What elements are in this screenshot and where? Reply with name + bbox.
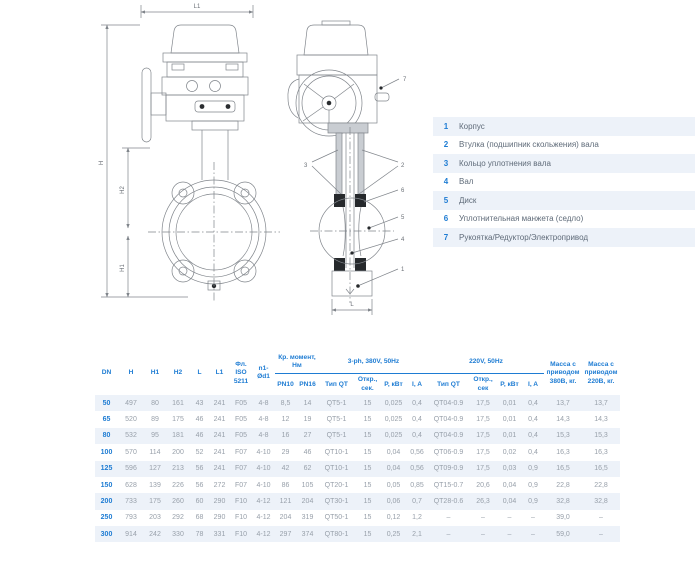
- col-pn16: PN16: [299, 380, 316, 388]
- value-cell: 0,04: [502, 497, 517, 505]
- table-row: [95, 477, 620, 493]
- value-cell: 15: [363, 448, 372, 456]
- value-cell: QT5-1: [326, 432, 347, 440]
- value-cell: F10: [234, 530, 248, 538]
- value-cell: 15,3: [594, 432, 608, 440]
- value-cell: 4-10: [256, 465, 271, 473]
- section-callout-7: 7: [403, 77, 407, 83]
- value-cell: 56: [195, 481, 204, 489]
- value-cell: 39,0: [556, 514, 570, 522]
- value-cell: 32,8: [556, 497, 570, 505]
- legend-item-label: Диск: [459, 195, 477, 205]
- value-cell: –: [481, 530, 485, 538]
- dn-cell: 50: [102, 399, 111, 407]
- value-cell: 290: [213, 497, 226, 505]
- value-cell: 241: [213, 465, 226, 473]
- legend-item-number: 1: [443, 121, 449, 131]
- value-cell: 4-8: [258, 416, 269, 424]
- section-dim-l-label: L: [350, 302, 354, 308]
- value-cell: 4-10: [256, 481, 271, 489]
- value-cell: QT10-1: [324, 448, 349, 456]
- value-cell: 16,3: [556, 448, 570, 456]
- value-cell: 16: [281, 432, 290, 440]
- value-cell: 0,4: [528, 448, 538, 456]
- dn-cell: 200: [100, 497, 113, 505]
- value-cell: 52: [195, 448, 204, 456]
- value-cell: 0,4: [412, 399, 422, 407]
- value-cell: 0,4: [412, 416, 422, 424]
- value-cell: 14,3: [594, 416, 608, 424]
- legend-item-label: Рукоятка/Редуктор/Электропривод: [459, 232, 589, 242]
- legend-item: [433, 210, 695, 229]
- value-cell: 121: [279, 497, 292, 505]
- value-cell: 15: [363, 514, 372, 522]
- value-cell: 260: [172, 497, 184, 505]
- value-cell: –: [481, 514, 485, 522]
- col-p-kwt-220: P, кВт: [500, 380, 519, 388]
- legend-item: [433, 136, 695, 155]
- value-cell: 12: [281, 416, 290, 424]
- legend-item-label: Уплотнительная манжета (седло): [459, 214, 584, 224]
- value-cell: 68: [195, 514, 204, 522]
- value-cell: QT15-0.7: [433, 481, 464, 489]
- value-cell: 15: [363, 432, 372, 440]
- legend-item-number: 3: [443, 158, 449, 168]
- value-cell: 0,04: [502, 481, 517, 489]
- value-cell: 4-10: [256, 448, 271, 456]
- value-cell: 17,5: [476, 399, 490, 407]
- legend-item-number: 6: [443, 214, 449, 224]
- value-cell: 0,04: [386, 448, 401, 456]
- value-cell: 0,12: [386, 514, 401, 522]
- value-cell: 204: [301, 497, 314, 505]
- value-cell: 570: [125, 448, 137, 456]
- value-cell: 0,01: [502, 399, 517, 407]
- value-cell: F07: [234, 481, 248, 489]
- spec-table: [95, 352, 620, 542]
- value-cell: 0,85: [410, 481, 424, 489]
- dn-cell: 150: [100, 481, 113, 489]
- value-cell: 0,9: [528, 497, 538, 505]
- legend-item-label: Втулка (подшипник скольжения) вала: [459, 140, 599, 150]
- value-cell: 62: [303, 465, 312, 473]
- value-cell: QT09-0.9: [433, 465, 464, 473]
- dn-cell: 250: [100, 514, 113, 522]
- value-cell: 16,5: [556, 465, 570, 473]
- section-view-drawing: [272, 0, 450, 330]
- value-cell: QT04-0.9: [433, 416, 464, 424]
- spec-table-body: [95, 395, 620, 543]
- value-cell: 22,8: [594, 481, 608, 489]
- value-cell: 241: [213, 416, 226, 424]
- value-cell: 0,56: [410, 448, 424, 456]
- value-cell: 0,4: [528, 432, 538, 440]
- dn-cell: 80: [102, 432, 111, 440]
- value-cell: 16,3: [594, 448, 608, 456]
- value-cell: 19: [303, 416, 312, 424]
- value-cell: 213: [172, 465, 184, 473]
- legend-item-label: Вал: [459, 177, 474, 187]
- front-view-drawing: [88, 0, 298, 325]
- value-cell: F07: [234, 448, 248, 456]
- col-h1: H1: [150, 369, 160, 377]
- value-cell: F05: [234, 416, 248, 424]
- value-cell: 80: [151, 399, 159, 407]
- value-cell: 29: [281, 448, 290, 456]
- value-cell: QT5-1: [326, 416, 347, 424]
- value-cell: 175: [149, 497, 161, 505]
- value-cell: 0,025: [384, 399, 403, 407]
- value-cell: 0,7: [412, 497, 422, 505]
- value-cell: 297: [279, 530, 292, 538]
- value-cell: F10: [234, 514, 248, 522]
- value-cell: F07: [234, 465, 248, 473]
- value-cell: 0,06: [386, 497, 401, 505]
- value-cell: 520: [125, 416, 137, 424]
- spec-table-container: [95, 352, 620, 542]
- value-cell: 628: [125, 481, 137, 489]
- value-cell: –: [531, 530, 535, 538]
- value-cell: 42: [281, 465, 290, 473]
- value-cell: 241: [213, 399, 226, 407]
- value-cell: 27: [303, 432, 312, 440]
- value-cell: 86: [281, 481, 290, 489]
- value-cell: QT30-1: [324, 497, 349, 505]
- value-cell: 0,4: [528, 416, 538, 424]
- legend-item-number: 5: [443, 195, 449, 205]
- col-i-a-220: I, A: [527, 380, 538, 388]
- value-cell: 1,2: [412, 514, 422, 522]
- value-cell: 15: [363, 416, 372, 424]
- front-dim-h-label: H: [99, 160, 105, 166]
- section-callout-3: 3: [304, 163, 308, 169]
- value-cell: 14: [303, 399, 312, 407]
- value-cell: 139: [149, 481, 161, 489]
- value-cell: 16,5: [594, 465, 608, 473]
- col-dn: DN: [101, 369, 112, 377]
- value-cell: –: [507, 530, 512, 538]
- section-callout-6: 6: [401, 188, 405, 194]
- value-cell: 14,3: [556, 416, 570, 424]
- value-cell: 497: [125, 399, 137, 407]
- value-cell: 181: [172, 432, 184, 440]
- table-row: [95, 493, 620, 509]
- value-cell: QT06-0.9: [433, 448, 464, 456]
- value-cell: 4-12: [256, 497, 271, 505]
- value-cell: 17,5: [476, 465, 490, 473]
- value-cell: F10: [234, 497, 248, 505]
- value-cell: 46: [195, 416, 204, 424]
- col-h2: H2: [173, 369, 183, 377]
- col-type-qt-220: Тип QT: [437, 380, 460, 388]
- value-cell: 0,04: [386, 465, 401, 473]
- value-cell: 105: [301, 481, 314, 489]
- col-mass-220: Масса с приводом 220В, кг.: [584, 361, 618, 385]
- spec-table-header: [95, 352, 620, 395]
- value-cell: 0,05: [386, 481, 401, 489]
- value-cell: 0,9: [528, 481, 538, 489]
- value-cell: 17,5: [476, 416, 490, 424]
- value-cell: 15,3: [556, 432, 570, 440]
- value-cell: 26,3: [476, 497, 490, 505]
- value-cell: 15: [363, 399, 372, 407]
- col-n1-od1: n1-Ød1: [257, 365, 270, 381]
- value-cell: 226: [172, 481, 184, 489]
- value-cell: 4-12: [256, 530, 271, 538]
- table-row: [95, 395, 620, 411]
- front-dim-l1-label: L1: [193, 4, 201, 10]
- value-cell: 4-8: [258, 432, 269, 440]
- value-cell: 200: [172, 448, 184, 456]
- value-cell: QT50-1: [324, 514, 349, 522]
- value-cell: 292: [172, 514, 184, 522]
- value-cell: 733: [125, 497, 137, 505]
- section-callout-1: 1: [401, 267, 405, 273]
- value-cell: 532: [125, 432, 137, 440]
- legend-item: [433, 154, 695, 173]
- value-cell: 59,0: [556, 530, 570, 538]
- dn-cell: 300: [100, 530, 113, 538]
- col-open-sec-220: Откр., сек: [473, 376, 493, 392]
- front-dim-h2-label: H2: [120, 186, 126, 194]
- value-cell: 914: [125, 530, 137, 538]
- value-cell: –: [446, 530, 451, 538]
- value-cell: 4-8: [258, 399, 269, 407]
- value-cell: 290: [213, 514, 226, 522]
- parts-legend: [433, 117, 695, 247]
- value-cell: 60: [195, 497, 204, 505]
- value-cell: QT10-1: [324, 465, 349, 473]
- value-cell: 4-12: [256, 514, 271, 522]
- value-cell: QT20-1: [324, 481, 349, 489]
- value-cell: 0,01: [502, 432, 517, 440]
- value-cell: 0,02: [502, 448, 517, 456]
- value-cell: 46: [303, 448, 312, 456]
- group-380v: 3-ph, 380V, 50Hz: [319, 352, 428, 374]
- front-dim-h1-label: H1: [120, 264, 126, 272]
- value-cell: 127: [149, 465, 161, 473]
- value-cell: 78: [195, 530, 204, 538]
- value-cell: F05: [234, 432, 248, 440]
- value-cell: QT28-0.6: [433, 497, 464, 505]
- value-cell: 241: [213, 432, 226, 440]
- value-cell: 15: [363, 465, 372, 473]
- value-cell: 32,8: [594, 497, 608, 505]
- table-row: [95, 444, 620, 460]
- value-cell: 272: [213, 481, 226, 489]
- table-row: [95, 510, 620, 526]
- value-cell: 242: [149, 530, 161, 538]
- value-cell: 17,5: [476, 448, 490, 456]
- legend-item-number: 2: [443, 140, 449, 150]
- value-cell: 13,7: [594, 399, 608, 407]
- value-cell: QT5-1: [326, 399, 347, 407]
- value-cell: 43: [195, 399, 204, 407]
- value-cell: 20,6: [476, 481, 490, 489]
- value-cell: 0,4: [412, 432, 422, 440]
- value-cell: –: [599, 530, 603, 538]
- value-cell: 15: [363, 481, 372, 489]
- value-cell: 95: [151, 432, 159, 440]
- dn-cell: 100: [100, 448, 113, 456]
- value-cell: 161: [172, 399, 184, 407]
- value-cell: –: [599, 514, 603, 522]
- legend-item-label: Корпус: [459, 121, 485, 131]
- col-flange: Фл. ISO 5211: [233, 361, 249, 385]
- legend-item-number: 7: [443, 232, 449, 242]
- value-cell: 15: [363, 530, 372, 538]
- value-cell: 0,025: [384, 432, 403, 440]
- col-pn10: PN10: [277, 380, 294, 388]
- value-cell: 374: [301, 530, 314, 538]
- section-callout-5: 5: [401, 215, 405, 221]
- legend-item: [433, 173, 695, 192]
- value-cell: –: [531, 514, 535, 522]
- dn-cell: 65: [102, 416, 111, 424]
- col-p-kwt-380: P, кВт: [384, 380, 403, 388]
- value-cell: 22,8: [556, 481, 570, 489]
- value-cell: 46: [195, 432, 204, 440]
- table-row: [95, 526, 620, 542]
- value-cell: 114: [149, 448, 161, 456]
- value-cell: 0,03: [502, 465, 517, 473]
- value-cell: 204: [279, 514, 292, 522]
- value-cell: 319: [301, 514, 314, 522]
- group-torque: Кр. момент, Нм: [275, 352, 319, 374]
- value-cell: 175: [172, 416, 184, 424]
- legend-item: [433, 191, 695, 210]
- value-cell: 203: [149, 514, 161, 522]
- value-cell: 13,7: [556, 399, 570, 407]
- value-cell: 56: [195, 465, 204, 473]
- value-cell: QT04-0.9: [433, 432, 464, 440]
- value-cell: 0,9: [528, 465, 538, 473]
- section-callout-2: 2: [401, 163, 405, 169]
- col-i-a-380: I, A: [411, 380, 422, 388]
- col-l: L: [197, 369, 202, 377]
- legend-item: [433, 228, 695, 247]
- value-cell: 0,25: [386, 530, 401, 538]
- value-cell: 241: [213, 448, 226, 456]
- value-cell: –: [507, 514, 512, 522]
- value-cell: –: [446, 514, 451, 522]
- value-cell: 331: [213, 530, 226, 538]
- value-cell: 2,1: [412, 530, 422, 538]
- value-cell: 8,5: [280, 399, 291, 407]
- table-row: [95, 411, 620, 427]
- col-l1: L1: [215, 369, 224, 377]
- col-type-qt-380: Тип QT: [325, 380, 348, 388]
- value-cell: 330: [172, 530, 184, 538]
- dn-cell: 125: [100, 465, 113, 473]
- value-cell: QT04-0.9: [433, 399, 464, 407]
- value-cell: F05: [234, 399, 248, 407]
- value-cell: 0,025: [384, 416, 403, 424]
- table-row: [95, 428, 620, 444]
- legend-item-label: Кольцо уплотнения вала: [459, 158, 551, 168]
- group-220v: 220V, 50Hz: [428, 352, 544, 374]
- col-open-sec-380: Откр., сек.: [357, 376, 378, 392]
- value-cell: QT80-1: [324, 530, 349, 538]
- value-cell: 793: [125, 514, 137, 522]
- table-row: [95, 461, 620, 477]
- value-cell: 15: [363, 497, 372, 505]
- value-cell: 89: [151, 416, 159, 424]
- legend-item-number: 4: [443, 177, 449, 187]
- value-cell: 596: [125, 465, 137, 473]
- value-cell: 0,01: [502, 416, 517, 424]
- value-cell: 0,4: [528, 399, 538, 407]
- col-mass-380: Масса с приводом 380В, кг.: [546, 361, 580, 385]
- section-callout-4: 4: [401, 237, 405, 243]
- value-cell: 0,56: [410, 465, 424, 473]
- legend-item: [433, 117, 695, 136]
- col-h: H: [128, 369, 134, 377]
- value-cell: 17,5: [476, 432, 490, 440]
